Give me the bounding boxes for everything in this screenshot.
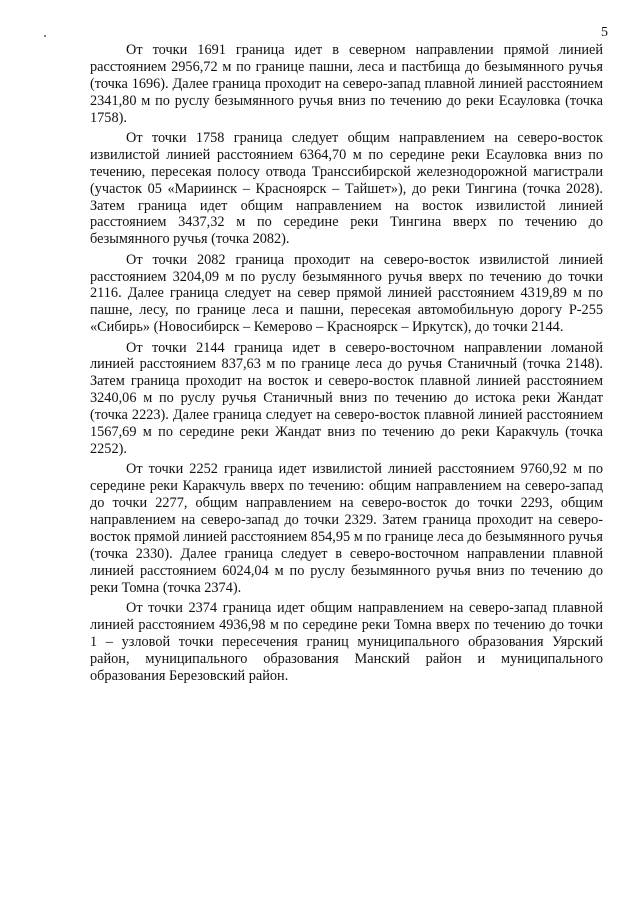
paragraph: От точки 2082 граница проходит на северо-восток извилистой линией расстоянием 3204,09 м по руслу безымянного ручья вверх по течению до точки 2116. Далее граница следует на север прямой линией расстоянием 4319,89 м по пашне, лесу, по границе леса и пашни, пересекая автомобильную дорогу Р-255 «Сибирь» (Новосибирск – Кемерово – Красноярск – Иркутск), до точки 2144. xyxy=(90,251,603,336)
document-body xyxy=(90,42,603,688)
paragraph: От точки 2374 граница идет общим направлением на северо-запад плавной линией расстоянием 4936,98 м по середине реки Томна вверх по течению до точки 1 – узловой точки пересечения границ муниципального образования Уярский район, муниципального образования Манский район и муниципального образования Березовский район. xyxy=(90,599,603,684)
scan-speck xyxy=(44,35,46,37)
page-number: 5 xyxy=(601,25,608,40)
paragraph: От точки 2252 граница идет извилистой линией расстоянием 9760,92 м по середине реки Каракчуль вверх по течению: общим направлением на северо-запад до точки 2277, общим направлением на северо-восток до точки 2293, общим направлением на северо-запад до точки 2329. Затем граница проходит на северо-восток прямой линией расстоянием 854,95 м по границе леса до безымянного ручья (точка 2330). Далее граница следует в северо-восточном направлении плавной линией расстоянием 6024,04 м по руслу безымянного ручья вниз по течению до реки Томна (точка 2374). xyxy=(90,461,603,596)
paragraph: От точки 1691 граница идет в северном направлении прямой линией расстоянием 2956,72 м по границе пашни, леса и пастбища до безымянного ручья (точка 1696). Далее граница проходит на северо-запад плавной линией расстоянием 2341,80 м по руслу безымянного ручья вниз по течению до реки Есауловка (точка 1758). xyxy=(90,42,603,126)
paragraph: От точки 1758 граница следует общим направлением на северо-восток извилистой линией расстоянием 6364,70 м по середине реки Есауловка вниз по течению, пересекая полосу отвода Транссибирской железнодорожной магистрали (участок 05 «Мариинск – Красноярск – Тайшет»), до реки Тингина (точка 2028). Затем граница идет общим направлением на восток извилистой линией расстоянием 3437,32 м по середине реки Тингина вверх по течению до безымянного ручья (точка 2082). xyxy=(90,129,603,248)
paragraph: От точки 2144 граница идет в северо-восточном направлении ломаной линией расстоянием 837,63 м по границе леса до ручья Станичный (точка 2148). Затем граница проходит на восток и северо-восток плавной линией расстоянием 3240,06 м по руслу ручья Станичный вниз по течению до истока реки Жандат (точка 2223). Далее граница следует на северо-восток плавной линией расстоянием 1567,69 м по середине реки Жандат вниз по течению до реки Каракчуль (точка 2252). xyxy=(90,339,603,458)
